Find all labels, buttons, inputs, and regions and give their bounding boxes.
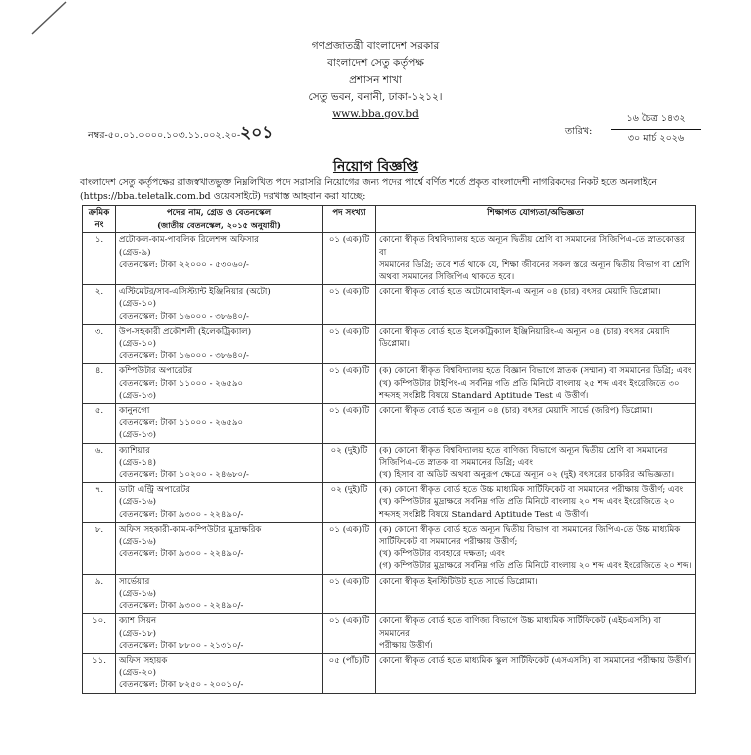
row-post: [116, 522, 323, 574]
post-line: বেতনস্কেল: টাকা ২২০০০ - ৫৩০৬০/-: [119, 259, 249, 270]
row-count: ০২ (দুই)টি: [323, 483, 376, 523]
post-line: বেতনস্কেল: টাকা ১৬০০০ - ৩৮৬৪০/-: [119, 351, 249, 362]
table-row: [83, 233, 696, 285]
row-post: [116, 574, 323, 614]
post-line: বেতনস্কেল: টাকা ৮৮০০ - ২১৩১০/-: [119, 640, 244, 651]
date-gregorian: ৩০ মার্চ ২০২৬: [627, 133, 685, 144]
row-serial: ৪.: [83, 364, 116, 404]
header-line-address: সেতু ভবন, বনানী, ঢাকা-১২১২।: [308, 91, 443, 103]
row-qualification: [376, 364, 696, 404]
row-post: [116, 443, 323, 483]
post-line: অফিস সহায়ক: [119, 655, 168, 666]
date-bangla: ১৬ চৈত্র ১৪৩২: [611, 112, 701, 130]
qualification-line: সার্টিফিকেট বা সমমানের পরীক্ষায় উত্তীর্ণ;: [379, 537, 518, 548]
qualification-line: কোনো স্বীকৃত বিশ্ববিদ্যালয় হতে অন্যূন দ্বিতীয় শ্রেণি বা সমমানের সিজিপিএ-তে স্নাতকোত্তর বা: [379, 235, 685, 258]
row-post: [116, 614, 323, 654]
row-serial: ২.: [83, 285, 116, 325]
row-serial: ৯.: [83, 574, 116, 614]
post-line: সার্ভেয়ার: [119, 576, 150, 587]
post-line: (গ্রেড-১৮): [119, 628, 157, 639]
qualification-line: কোনো স্বীকৃত ইনস্টিটিউট হতে সার্ভে ডিপ্লোমা।: [379, 576, 538, 587]
row-qualification: [376, 285, 696, 325]
qualification-line: শব্দসহ সংশ্লিষ্ট বিষয়ে Standard Aptitude Test এ উত্তীর্ণ।: [379, 509, 589, 520]
qualification-line: ডিপ্লোমা।: [379, 339, 410, 350]
post-line: ক্যাশ সিয়ন: [119, 616, 157, 627]
row-count: ০১ (এক)টি: [323, 614, 376, 654]
post-line: বেতনস্কেল: টাকা ১১০০০ - ২৬৫৯০: [119, 378, 244, 389]
post-line: বেতনস্কেল: টাকা ১১০০০ - ২৬৫৯০: [119, 418, 244, 429]
post-line: (গ্রেড-২০): [119, 668, 157, 679]
header-line-government: গণপ্রজাতন্ত্রী বাংলাদেশ সরকার: [311, 40, 440, 52]
qualification-line: (গ) কম্পিউটার মুদ্রাক্ষরে সর্বনিম্ন গতি প্রতি মিনিটে বাংলায় ২০ শব্দ এবং ইংরেজিতে ২০ শব্দ।: [379, 561, 692, 572]
row-qualification: [376, 574, 696, 614]
table-row: [83, 483, 696, 523]
table-row: [83, 653, 696, 693]
memo-number: [88, 120, 273, 148]
qualification-line: (ক) কোনো স্বীকৃত বিশ্ববিদ্যালয় হতে বিজ্ঞান বিভাগে স্নাতক (সম্মান) বা সমমানের ডিগ্রি; এবং: [379, 366, 692, 377]
table-row: [83, 285, 696, 325]
qualification-line: (খ) হিসাব বা অডিট অথবা অনুরূপ ক্ষেত্রে অন্যূন ০২ (দুই) বৎসরের চাকরির অভিজ্ঞতা।: [379, 470, 675, 481]
header-count: পদ সংখ্যা: [323, 206, 376, 233]
qualification-line: (ক) কোনো স্বীকৃত বোর্ড হতে উচ্চ মাধ্যমিক সার্টিফিকেট বা সমমানের পরীক্ষায় উত্তীর্ণ; এবং: [379, 485, 684, 496]
post-line: বেতনস্কেল: টাকা ৯৩০০ - ২২৪৯০/-: [119, 549, 244, 560]
row-serial: ৮.: [83, 522, 116, 574]
intro-paragraph: [80, 176, 680, 204]
pen-stroke-mark: [30, 0, 70, 36]
row-serial: ৩.: [83, 324, 116, 364]
qualification-line: সমমানের ডিগ্রি; তবে শর্ত থাকে যে, শিক্ষা জীবনের সকল স্তরে অন্যূন দ্বিতীয় বিভাগ বা শ্রেণি: [379, 259, 690, 270]
header-post-subtitle: (জাতীয় বেতনস্কেল, ২০১৫ অনুযায়ী): [157, 220, 281, 231]
qualification-line: (খ) কম্পিউটার ব্যবহারে দক্ষতা; এবং: [379, 549, 505, 560]
qualification-line: অথবা সমমানের সিজিপিএ থাকতে হবে।: [379, 272, 515, 283]
row-count: ০১ (এক)টি: [323, 233, 376, 285]
header-website-link[interactable]: www.bba.gov.bd: [332, 108, 419, 120]
row-qualification: [376, 233, 696, 285]
post-line: (গ্রেড-১৩): [119, 430, 157, 441]
post-line: ক্যাশিয়ার: [119, 445, 150, 456]
header-post-title: পদের নাম, গ্রেড ও বেতনস্কেল: [166, 208, 272, 218]
post-line: (গ্রেড-১৪): [119, 457, 157, 468]
intro-line-2: (https://bba.teletalk.com.bd ওয়েবসাইটে) দরখাস্ত আহবান করা যাচ্ছে:: [80, 191, 366, 202]
notice-title-text: নিয়োগ বিজ্ঞপ্তি: [332, 159, 419, 175]
header-line-authority: বাংলাদেশ সেতু কর্তৃপক্ষ: [327, 57, 424, 69]
post-line: (গ্রেড-১৬): [119, 497, 157, 508]
post-line: (গ্রেড-১৬): [119, 537, 157, 548]
row-serial: ৫.: [83, 404, 116, 444]
post-line: (গ্রেড-১৩): [119, 390, 157, 401]
vacancy-table: [82, 205, 696, 694]
row-count: ০১ (এক)টি: [323, 285, 376, 325]
intro-line-1: বাংলাদেশ সেতু কর্তৃপক্ষের রাজস্বখাতভুক্ত নিম্নলিখিত পদে সরাসরি নিয়োগের জন্য পদের পার্শ্বে বর্ণিত শর্তে প্রকৃত বাংলাদেশী নাগরিকদের নিকট হতে অনলাইনে: [80, 177, 657, 188]
row-serial: ১.: [83, 233, 116, 285]
row-qualification: [376, 443, 696, 483]
qualification-line: কোনো স্বীকৃত বোর্ড হতে অন্যূন ০৪ (চার) বৎসর মেয়াদি সার্ভে (জরিপ) ডিপ্লোমা।: [379, 406, 653, 417]
row-serial: ৭.: [83, 483, 116, 523]
office-header: [0, 38, 751, 123]
post-line: বেতনস্কেল: টাকা ৮২৫০ - ২০০১০/-: [119, 680, 244, 691]
qualification-line: পরীক্ষায় উত্তীর্ণ।: [379, 640, 433, 651]
table-row: [83, 443, 696, 483]
row-count: ০১ (এক)টি: [323, 364, 376, 404]
row-count: ০১ (এক)টি: [323, 404, 376, 444]
qualification-line: (খ) কম্পিউটার টাইপিং-এ সর্বনিম্ন গতি প্রতি মিনিটে বাংলায় ২৫ শব্দ এবং ইংরেজিতে ৩০: [379, 378, 680, 389]
row-count: ০১ (এক)টি: [323, 324, 376, 364]
table-row: [83, 522, 696, 574]
post-line: বেতনস্কেল: টাকা ১০২০০ - ২৪৬৮০/-: [119, 470, 249, 481]
post-line: বেতনস্কেল: টাকা ৯৩০০ - ২২৪৯০/-: [119, 601, 244, 612]
qualification-line: সিজিপিএ-তে স্নাতক বা সমমানের ডিগ্রি; এবং: [379, 457, 533, 468]
table-row: [83, 614, 696, 654]
memo-number-text: নম্বর-৫০.০১.০০০০.১০৩.১১.০০২.২০-: [88, 130, 241, 141]
post-line: বেতনস্কেল: টাকা ১৬০০০ - ৩৮৬৪০/-: [119, 311, 249, 322]
table-row: [83, 364, 696, 404]
row-post: [116, 364, 323, 404]
post-line: কানুনগো: [119, 406, 150, 417]
post-line: (গ্রেড-১৬): [119, 588, 157, 599]
qualification-line: (খ) কম্পিউটার মুদ্রাক্ষরে সর্বনিম্ন গতি প্রতি মিনিটে বাংলায় ২০ শব্দ এবং ইংরেজিতে ২০: [379, 497, 675, 508]
row-qualification: [376, 614, 696, 654]
row-qualification: [376, 522, 696, 574]
post-line: ডাটা এন্ট্রি অপারেটর: [119, 485, 191, 496]
qualification-line: কোনো স্বীকৃত বোর্ড হতে মাধ্যমিক স্কুল সার্টিফিকেট (এসএসসি) বা সমমানের পরীক্ষায় উত্তীর্ণ।: [379, 655, 692, 666]
row-serial: ১০.: [83, 614, 116, 654]
qualification-line: (ক) কোনো স্বীকৃত বিশ্ববিদ্যালয় হতে বাণিজ্য বিভাগে অন্যূন দ্বিতীয় শ্রেণি বা সমমানের: [379, 445, 668, 456]
post-line: বেতনস্কেল: টাকা ৯৩০০ - ২২৪৯০/-: [119, 509, 244, 520]
header-serial: ক্রমিক নং: [83, 206, 116, 233]
row-count: ০২ (দুই)টি: [323, 443, 376, 483]
row-serial: ৬.: [83, 443, 116, 483]
qualification-line: কোনো স্বীকৃত বোর্ড হতে ইলেকট্রিক্যাল ইঞ্জিনিয়ারিং-এ অন্যূন ০৪ (চার) বৎসর মেয়াদি: [379, 326, 670, 337]
post-line: (গ্রেড-১০): [119, 299, 157, 310]
row-qualification: [376, 653, 696, 693]
post-line: কম্পিউটার অপারেটর: [119, 366, 193, 377]
table-row: [83, 404, 696, 444]
row-post: [116, 404, 323, 444]
table-row: [83, 324, 696, 364]
row-count: ০১ (এক)টি: [323, 522, 376, 574]
post-line: উপ-সহকারী প্রকৌশলী (ইলেকট্রিক্যাল): [119, 326, 252, 337]
memo-handwritten-number: ২০১: [240, 123, 274, 143]
row-qualification: [376, 404, 696, 444]
table-header-row: [83, 206, 696, 233]
row-qualification: [376, 483, 696, 523]
header-qualification: শিক্ষাগত যোগ্যতা/অভিজ্ঞতা: [376, 206, 696, 233]
row-serial: ১১.: [83, 653, 116, 693]
post-line: এস্টিমেটর/সাব-এসিস্ট্যান্ট ইঞ্জিনিয়ার (অটো): [119, 287, 271, 298]
qualification-line: শব্দসহ সংশ্লিষ্ট বিষয়ে Standard Aptitude Test এ উত্তীর্ণ।: [379, 390, 589, 401]
post-line: অফিস সহকারী-কাম-কম্পিউটার মুদ্রাক্ষরিক: [119, 524, 262, 535]
row-post: [116, 653, 323, 693]
post-line: (গ্রেড-১০): [119, 339, 157, 350]
row-post: [116, 285, 323, 325]
row-post: [116, 233, 323, 285]
table-row: [83, 574, 696, 614]
header-post: [116, 206, 323, 233]
row-count: ০৫ (পাঁচ)টি: [323, 653, 376, 693]
qualification-line: কোনো স্বীকৃত বোর্ড হতে অটোমোবাইল-এ অন্যূন ০৪ (চার) বৎসর মেয়াদি ডিপ্লোমা।: [379, 287, 661, 298]
post-line: (গ্রেড-৯): [119, 247, 151, 258]
row-count: ০১ (এক)টি: [323, 574, 376, 614]
table-body: [83, 233, 696, 693]
header-line-section: প্রশাসন শাখা: [349, 74, 402, 86]
row-post: [116, 483, 323, 523]
post-line: প্রটোকল-কাম-পাবলিক রিলেশন্স অফিসার: [119, 235, 259, 246]
date-label: তারিখ:: [565, 126, 593, 137]
qualification-line: (ক) কোনো স্বীকৃত বোর্ড হতে অন্যূন দ্বিতীয় বিভাগ বা সমমানের জিপিএ-তে উচ্চ মাধ্যমিক: [379, 524, 681, 535]
qualification-line: কোনো স্বীকৃত বোর্ড হতে বাণিজ্য বিভাগে উচ্চ মাধ্যমিক সার্টিফিকেট (এইচএসসি) বা সমমানের: [379, 616, 661, 639]
row-qualification: [376, 324, 696, 364]
row-post: [116, 324, 323, 364]
